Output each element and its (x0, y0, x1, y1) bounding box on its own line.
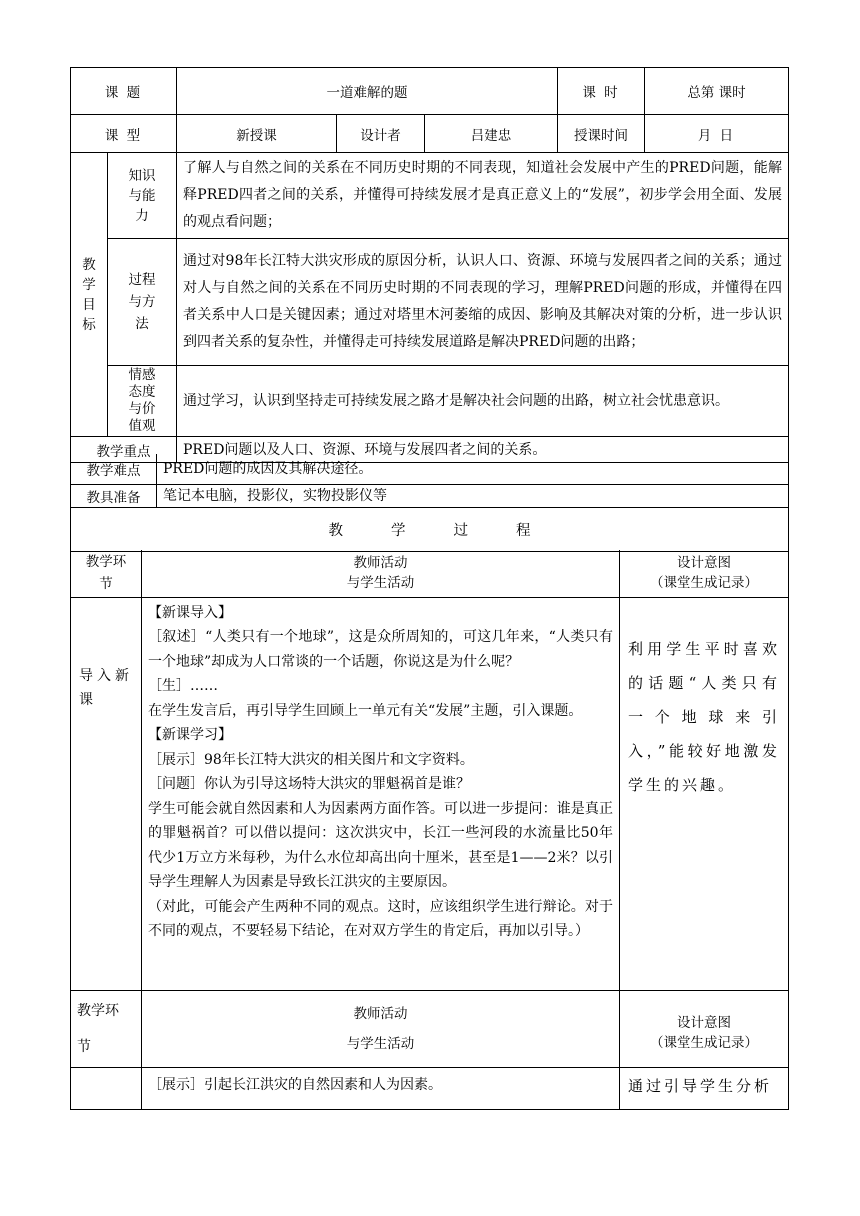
period-value: 总第 课时 (645, 68, 789, 115)
date-label: 授课时间 (558, 115, 645, 153)
col-activity-line1: 教师活动 (353, 555, 408, 572)
stage-header-repeat-line2: 节 (77, 1038, 91, 1055)
stage-header-repeat (71, 990, 142, 1067)
designer-label: 设计者 (337, 115, 425, 153)
prep-table (70, 454, 789, 552)
equipment-text: 笔记本电脑，投影仪，实物投影仪等 (157, 484, 789, 507)
stage-header-repeat-line1: 教学环 (77, 1002, 119, 1019)
type-value: 新授课 (177, 115, 337, 153)
type-label: 课 型 (71, 115, 177, 153)
knowledge-text: 了解人与自然之间的关系在不同历史时期的不同表现，知道社会发展中产生的PRED问题，能解释PRED四者之间的关系，并懂得可持续发展才是真正意义上的“发展”，初步学会用全面、发展的观点看问题； (177, 153, 789, 239)
equipment-label: 教具准备 (71, 484, 157, 507)
objectives-label-text: 教学目标 (82, 256, 96, 333)
activity-line2: ［展示］引起长江洪灾的自然因素和人为因素。 (142, 1067, 620, 1109)
process-text: 通过对98年长江特大洪灾形成的原因分析，认识人口、资源、环境与发展四者之间的关系；通过对人与自然之间的关系在不同历史时期的不同表现的学习，理解PRED问题的形成，并懂得在四者关系中人口是关键因素；通过对塔里木河萎缩的成因、影响及其解决对策的分析，进一步认识到四者关系的复杂性，并懂得走可持续发展道路是解决PRED问题的出路； (177, 239, 789, 366)
objectives-label (71, 153, 108, 437)
activity-line: ［生］…… (148, 678, 218, 694)
difficulties-label: 教学难点 (71, 454, 157, 484)
emotion-label-text: 情感态度与价值观 (128, 367, 156, 434)
date-value: 月 日 (645, 115, 789, 153)
topic-value: 一道难解的题 (177, 68, 558, 115)
key-points-text: PRED问题以及人口、资源、环境与发展四者之间的关系。 (177, 437, 789, 463)
col-stage-text: 教学环节 (85, 554, 127, 593)
activity-header-repeat-line2: 与学生活动 (346, 1035, 415, 1052)
process-label (108, 239, 177, 366)
activity-header-repeat-line1: 教师活动 (353, 1005, 408, 1022)
knowledge-label-text: 知识与能力 (128, 167, 156, 224)
process-title: 教学过程 (71, 507, 789, 551)
activity-line: 学生可能会就自然因素和人为因素两方面作答。可以进一步提问：谁是真正的罪魁祸首？可以借以提问：这次洪灾中，长江一些河段的水流量比50年代少1万立方米每秒，为什么水位却高出向十厘米，甚至是1——2米？以引导学生理解人为因素是导致长江洪灾的主要原因。 (148, 800, 613, 890)
intent-header-repeat-line1: 设计意图 (677, 1014, 731, 1031)
knowledge-label (108, 153, 177, 239)
emotion-label (108, 366, 177, 437)
intent-intro-text: 利用学生平时喜欢的话题“人类只有一个地球来引入，”能较好地激发学生的兴趣。 (628, 639, 780, 794)
col-activity-header (142, 550, 620, 597)
col-intent-line1: 设计意图 (677, 555, 731, 572)
process-label-text: 过程与方法 (128, 272, 156, 332)
col-stage-header (71, 550, 142, 597)
stage-empty (71, 1067, 142, 1109)
emotion-text: 通过学习，认识到坚持走可持续发展之路才是解决社会问题的出路，树立社会忧患意识。 (177, 366, 789, 437)
intent-2: 通过引导学生分析 (620, 1067, 789, 1109)
difficulties-text: PRED问题的成因及其解决途径。 (157, 454, 789, 484)
col-intent-line2: （课堂生成记录） (650, 575, 758, 592)
process-table (70, 550, 789, 1110)
topic-label: 课 题 (71, 68, 177, 115)
activity-line: ［问题］你认为引导这场特大洪灾的罪魁祸首是谁？ (148, 776, 470, 792)
period-label: 课 时 (558, 68, 645, 115)
col-activity-line2: 与学生活动 (346, 575, 415, 592)
stage-intro-text: 导入新课 (79, 667, 133, 708)
intent-header-repeat (620, 990, 789, 1067)
designer-value: 吕建忠 (425, 115, 558, 153)
activity-header-repeat (142, 990, 620, 1067)
intent-intro (620, 597, 789, 990)
activity-intro (142, 597, 620, 990)
stage-intro (71, 597, 142, 990)
activity-line: （对此，可能会产生两种不同的观点。这时，应该组织学生进行辩论。对于不同的观点，不要轻易下结论，在对双方学生的肯定后，再加以引导。） (148, 898, 613, 939)
activity-line: 【新课导入】 (148, 604, 232, 621)
lesson-info-table (70, 67, 789, 463)
col-intent-header (620, 550, 789, 597)
activity-line: ［展示］98年长江特大洪灾的相关图片和文字资料。 (148, 751, 474, 768)
activity-line: 在学生发言后，再引导学生回顾上一单元有关“发展”主题，引入课题。 (148, 702, 583, 719)
intent-header-repeat-line2: （课堂生成记录） (650, 1034, 758, 1051)
activity-line: 【新课学习】 (148, 727, 232, 743)
key-points-label: 教学重点 (71, 437, 177, 463)
activity-line: ［叙述］“人类只有一个地球”，这是众所周知的，可这几年来，“人类只有一个地球”却成为人口常谈的一个话题，你说这是为什么呢？ (148, 629, 613, 670)
